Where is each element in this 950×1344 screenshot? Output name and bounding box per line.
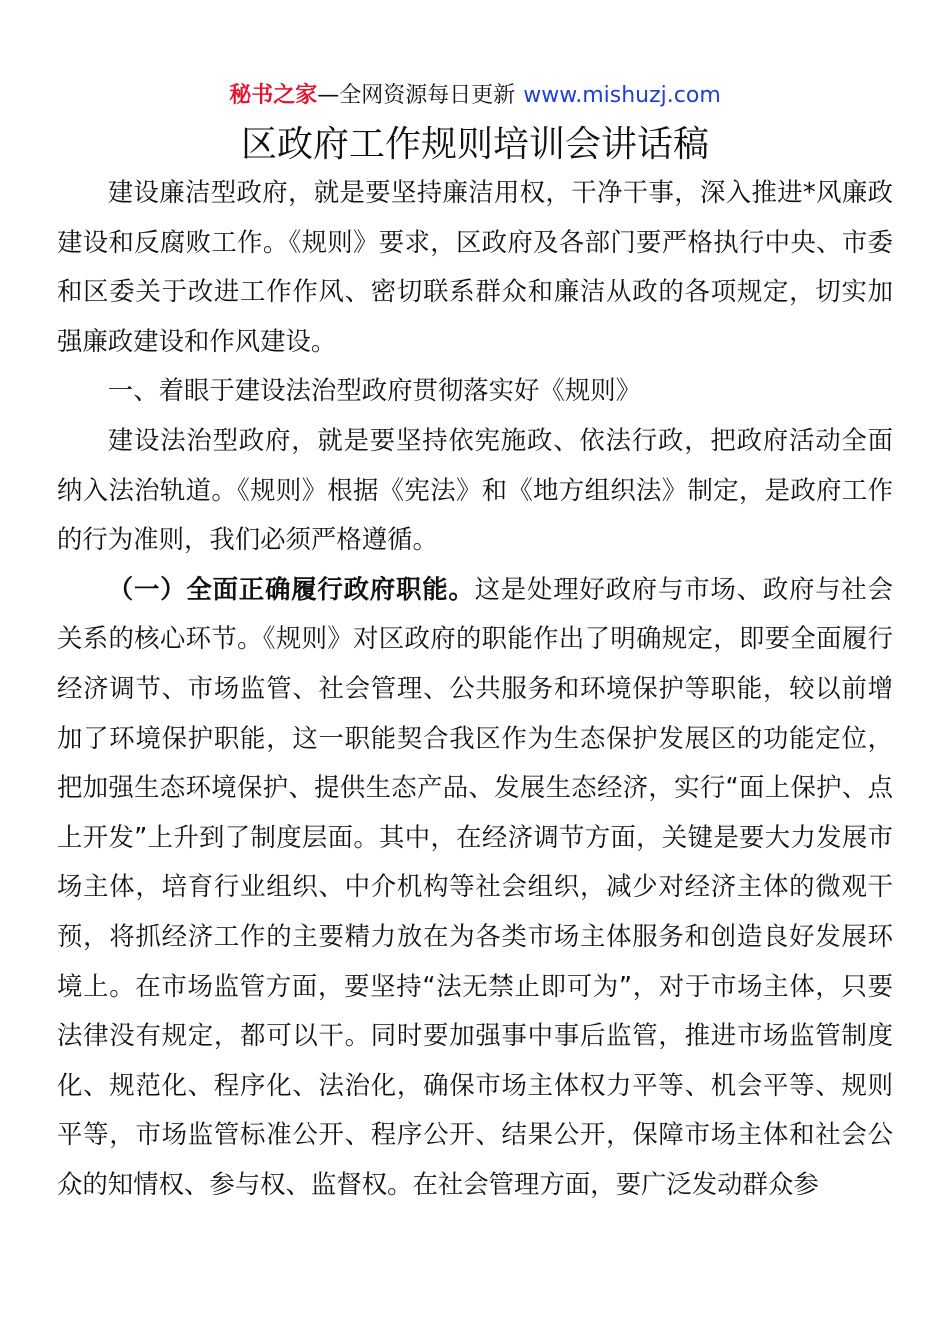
paragraph-functions-text: 这是处理好政府与市场、政府与社会关系的核心环节。《规则》对区政府的职能作出了明确规定，即要全面履行经济调节、市场监管、社会管理、公共服务和环境保护等职能，较以前增加了环境保护职能，这一职能契合我区作为生态保护发展区的功能定位，把加强生态环境保护、提供生态产品、发展生态经济，实行“面上保护、点上开发”上升到了制度层面。其中，在经济调节方面，关键是要大力发展市场主体，培育行业组织、中介机构等社会组织，减少对经济主体的微观干预，将抓经济工作的主要精力放在为各类市场主体服务和创造良好发展环境上。在市场监管方面，要坚持“法无禁止即可为”，对于市场主体，只要法律没有规定，都可以干。同时要加强事中事后监管，推进市场监管制度化、规范化、程序化、法治化，确保市场主体权力平等、机会平等、规则平等，市场监管标准公开、程序公开、结果公开，保障市场主体和社会公众的知情权、参与权、监督权。在社会管理方面，要广泛发动群众参	[57, 573, 894, 1199]
document-title: 区政府工作规则培训会讲话稿	[240, 124, 709, 165]
section-heading-1: 一、着眼于建设法治型政府贯彻落实好《规则》	[107, 375, 641, 406]
banner-site-link[interactable]: www.mishuzj.com	[523, 83, 721, 108]
document-body	[57, 168, 893, 1209]
site-banner	[0, 80, 950, 112]
banner-brand: 秘书之家	[229, 83, 318, 108]
banner-tagline: —全网资源每日更新	[317, 83, 516, 108]
paragraph-rule-of-law: 建设法治型政府，就是要坚持依宪施政、依法行政，把政府活动全面纳入法治轨道。《规则》根据《宪法》和《地方组织法》制定，是政府工作的行为准则，我们必须严格遵循。	[57, 424, 893, 555]
paragraph-intro: 建设廉洁型政府，就是要坚持廉洁用权，干净干事，深入推进*风廉政建设和反腐败工作。《规则》要求，区政府及各部门要严格执行中央、市委和区委关于改进工作作风、密切联系群众和廉洁从政的各项规定，切实加强廉政建设和作风建设。	[57, 177, 893, 356]
paragraph-government-functions	[57, 565, 893, 1210]
subsection-lead: （一）全面正确履行政府职能。	[107, 573, 475, 604]
